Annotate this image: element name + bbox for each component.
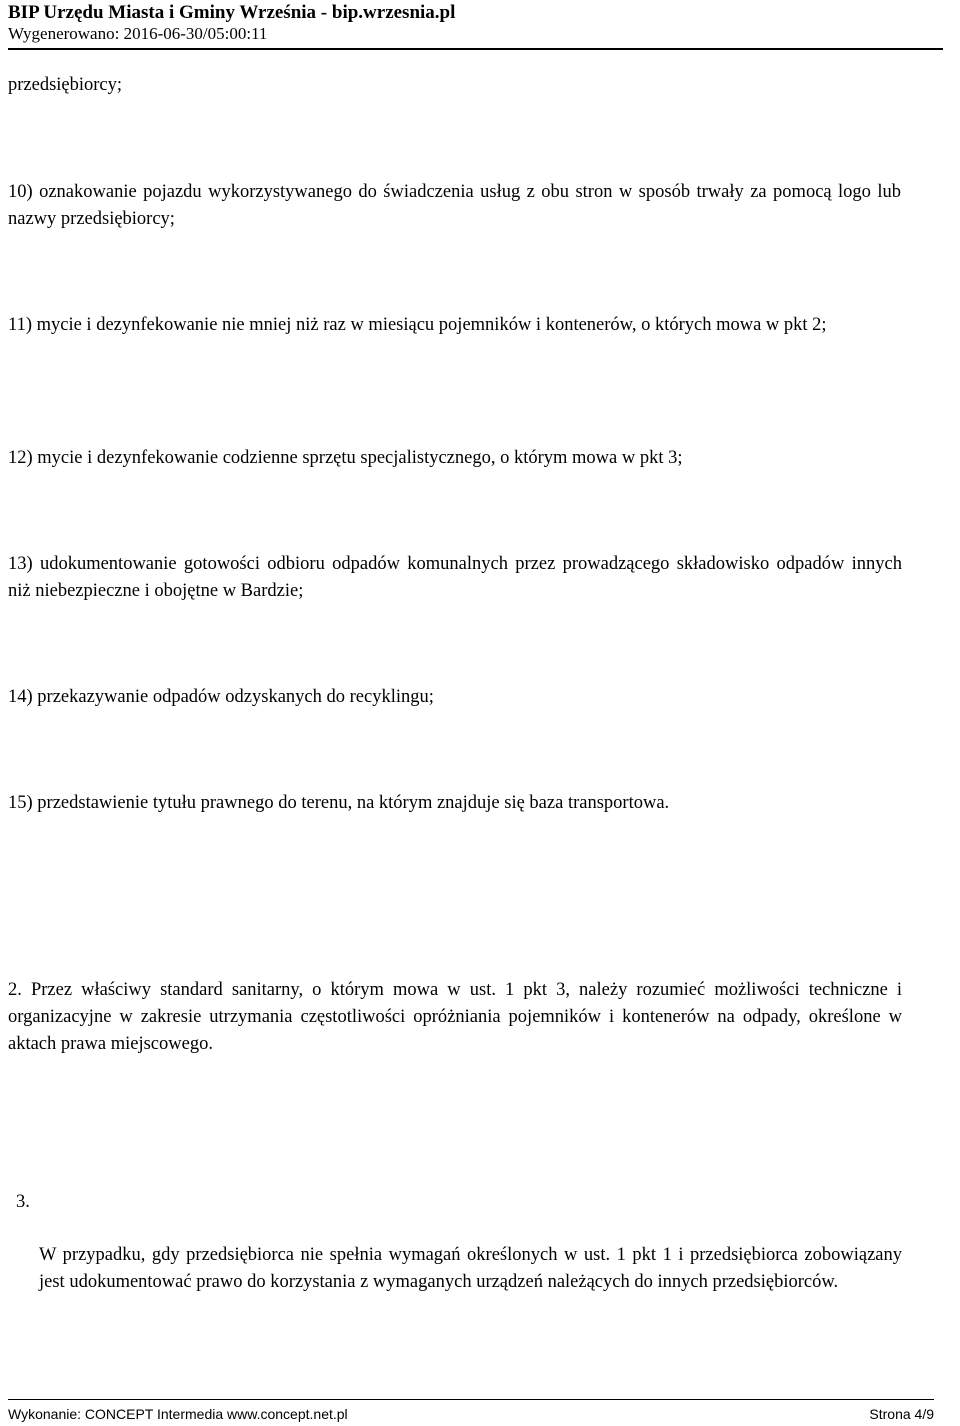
footer-divider — [8, 1399, 934, 1400]
header-divider — [8, 48, 943, 50]
section-3-number: 3. — [16, 1192, 30, 1212]
generated-timestamp: Wygenerowano: 2016-06-30/05:00:11 — [8, 24, 268, 43]
site-title: BIP Urzędu Miasta i Gminy Września - bip.wrzesnia.pl — [8, 2, 456, 23]
paragraph-item-14: 14) przekazywanie odpadów odzyskanych do recyklingu; — [8, 687, 434, 707]
paragraph-item-15: 15) przedstawienie tytułu prawnego do terenu, na którym znajduje się baza transportowa. — [8, 793, 670, 813]
page-number: Strona 4/9 — [869, 1406, 934, 1422]
footer-credit: Wykonanie: CONCEPT Intermedia www.concept.net.pl — [8, 1406, 348, 1422]
paragraph-item-10: 10) oznakowanie pojazdu wykorzystywanego do świadczenia usług z obu stron w sposób trwały za pomocą logo lub nazwy przedsiębiorcy; — [8, 182, 901, 229]
paragraph-section-3: W przypadku, gdy przedsiębiorca nie spełnia wymagań określonych w ust. 1 pkt 1 i przedsiębiorca zobowiązany jest udokumentować prawo do korzystania z wymaganych urządzeń należących do innych przedsiębiorców. — [39, 1245, 902, 1292]
paragraph-item-13: 13) udokumentowanie gotowości odbioru odpadów komunalnych przez prowadzącego składowisko odpadów innych niż niebezpieczne i obojętne w Bardzie; — [8, 554, 902, 601]
paragraph-continuation: przedsiębiorcy; — [8, 75, 123, 95]
paragraph-item-11: 11) mycie i dezynfekowanie nie mniej niż raz w miesiącu pojemników i kontenerów, o których mowa w pkt 2; — [8, 315, 827, 335]
paragraph-item-12: 12) mycie i dezynfekowanie codzienne sprzętu specjalistycznego, o którym mowa w pkt 3; — [8, 448, 683, 468]
paragraph-section-2: 2. Przez właściwy standard sanitarny, o którym mowa w ust. 1 pkt 3, należy rozumieć możliwości techniczne i organizacyjne w zakresie utrzymania częstotliwości opróżniania pojemników i kontenerów na odpady, określone w aktach prawa miejscowego. — [8, 980, 902, 1054]
